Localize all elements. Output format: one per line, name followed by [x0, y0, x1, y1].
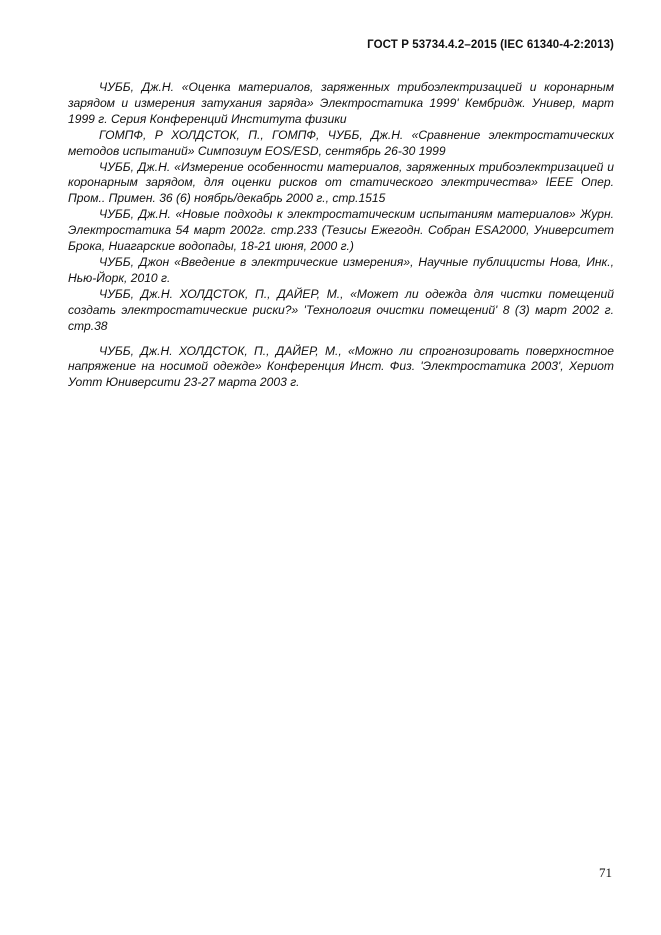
reference-item: ГОМПФ, Р ХОЛДСТОК, П., ГОМПФ, ЧУББ, Дж.Н. «Сравнение электростатических методов испытаний» Симпозиум EOS/ESD, сентябрь 26-30 1999: [68, 127, 614, 158]
references-list: [68, 80, 614, 391]
reference-item: ЧУББ, Дж.Н. «Оценка материалов, заряженных трибоэлектризацией и коронарным зарядом и измерения затухания заряда» Электростатика 1999' Кембридж. Универ, март 1999 г. Серия Конференций Института физики: [68, 80, 614, 126]
reference-item: ЧУББ, Дж.Н. ХОЛДСТОК, П., ДАЙЕР, М., «Может ли одежда для чистки помещений создать электростатические риски?» 'Технология очистки помещений' 8 (3) март 2002 г. стр.38: [68, 286, 614, 333]
standard-header: ГОСТ Р 53734.4.2–2015 (IEC 61340-4-2:2013): [367, 39, 614, 51]
reference-item: ЧУББ, Дж.Н. «Измерение особенности материалов, заряженных трибоэлектризацией и коронарным зарядом, для оценки рисков от статического электричества» IEEE Опер. Пром.. Примен. 36 (6) ноябрь/декабрь 2000 г., стр.1515: [68, 159, 614, 206]
reference-item: ЧУББ, Дж.Н. ХОЛДСТОК, П., ДАЙЕР, М., «Можно ли спрогнозировать поверхностное напряжение на носимой одежде» Конференция Инст. Физ. 'Электростатика 2003', Хериот Уотт Юниверсити 23-27 марта 2003 г.: [68, 343, 614, 390]
reference-item: ЧУББ, Дж.Н. «Новые подходы к электростатическим испытаниям материалов» Журн. Электростатика 54 март 2002г. стр.233 (Тезисы Ежегодн. Собран ESA2000, Университет Брока, Ниагарские водопады, 18-21 июня, 2000 г.): [68, 207, 614, 254]
reference-item: ЧУББ, Джон «Введение в электрические измерения», Научные публицисты Нова, Инк., Нью-Йорк, 2010 г.: [68, 254, 614, 285]
page-number: 71: [599, 865, 612, 880]
